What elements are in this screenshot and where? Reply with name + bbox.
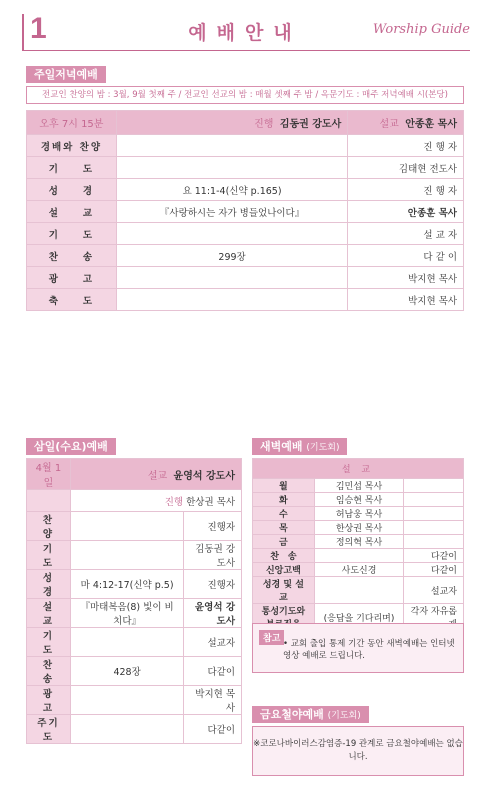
wednesday-leader-blank <box>27 490 71 512</box>
friday-section-label <box>252 706 369 723</box>
wednesday-row-content: 428장 <box>70 657 183 686</box>
sunday-preacher: 안종훈 목사 <box>405 119 457 130</box>
dawn-section-label <box>252 438 347 455</box>
wednesday-row-content <box>70 628 183 657</box>
sunday-row-person: 진 행 자 <box>348 179 464 201</box>
dawn-row-content <box>314 577 404 604</box>
sunday-row-label: 경배와 찬양 <box>27 135 117 157</box>
sunday-preacher-cell <box>348 111 464 135</box>
dawn-row <box>253 549 464 563</box>
sunday-row <box>27 201 464 223</box>
wednesday-preacher-cell <box>70 459 241 490</box>
wednesday-row-label: 광 고 <box>27 686 71 715</box>
page-title: 예배안내 <box>188 22 302 44</box>
sunday-header-row <box>27 111 464 135</box>
dawn-order-table <box>252 458 464 631</box>
sunday-row <box>27 289 464 311</box>
sunday-row-content <box>116 267 347 289</box>
dawn-day-blank <box>404 479 464 493</box>
wednesday-row-label: 주기도 <box>27 715 71 744</box>
wednesday-row-person: 다같이 <box>184 657 242 686</box>
wednesday-row-content <box>70 715 183 744</box>
dawn-row-label: 신앙고백 <box>253 563 315 577</box>
dawn-day: 화 <box>253 493 315 507</box>
wednesday-row-label: 성 경 <box>27 570 71 599</box>
dawn-row <box>253 563 464 577</box>
page-header <box>0 0 490 52</box>
wednesday-row-content: 『마태복음(8) 빛이 비치다』 <box>70 599 183 628</box>
sunday-row-person: 박지현 목사 <box>348 267 464 289</box>
sunday-row <box>27 179 464 201</box>
sunday-row-content: 299장 <box>116 245 347 267</box>
page-subtitle: Worship Guide <box>372 22 470 37</box>
dawn-preacher: 임승현 목사 <box>314 493 404 507</box>
sunday-row-label: 광 고 <box>27 267 117 289</box>
sunday-row-label: 기 도 <box>27 157 117 179</box>
wednesday-row <box>27 657 242 686</box>
sunday-row-person: 안종훈 목사 <box>348 201 464 223</box>
wednesday-row-person: 김동권 강도사 <box>184 541 242 570</box>
friday-notice: ※코로나바이러스감염증-19 관계로 금요철야예배는 없습니다. <box>252 726 464 776</box>
sunday-row-person: 김태현 전도사 <box>348 157 464 179</box>
dawn-row-person: 각자 자유롭 <box>404 604 464 631</box>
wednesday-row-person: 다같이 <box>184 715 242 744</box>
sunday-section-label: 주일저녁예배 <box>26 66 106 83</box>
wednesday-row <box>27 686 242 715</box>
sunday-row <box>27 245 464 267</box>
wednesday-leader-row <box>27 490 242 512</box>
wednesday-row <box>27 599 242 628</box>
wednesday-row-person: 박지현 목사 <box>184 686 242 715</box>
sunday-time: 오후 7시 15분 <box>27 111 117 135</box>
sunday-order-table <box>26 110 464 311</box>
wednesday-row-person: 진행자 <box>184 512 242 541</box>
sunday-row-content <box>116 289 347 311</box>
wednesday-row-content <box>70 686 183 715</box>
dawn-day-blank <box>404 535 464 549</box>
dawn-preacher: 김민섭 목사 <box>314 479 404 493</box>
wednesday-preacher-label: 설교 <box>147 470 168 482</box>
dawn-day: 금 <box>253 535 315 549</box>
dawn-day-blank <box>404 521 464 535</box>
wednesday-row <box>27 512 242 541</box>
notice-tag: 참고 <box>259 630 284 645</box>
sunday-row-content: 요 11:1-4(신약 p.165) <box>116 179 347 201</box>
dawn-row-content: 사도신경 <box>314 563 404 577</box>
dawn-row-label: 통성기도와 <box>253 604 315 631</box>
sunday-row-content <box>116 223 347 245</box>
sunday-row-label: 설 교 <box>27 201 117 223</box>
friday-section-title: 금요철야예배 <box>260 708 324 721</box>
dawn-day: 수 <box>253 507 315 521</box>
wednesday-row <box>27 715 242 744</box>
wednesday-order-table <box>26 458 242 744</box>
sunday-row <box>27 267 464 289</box>
sunday-row-label: 찬 송 <box>27 245 117 267</box>
wednesday-row-label: 찬 양 <box>27 512 71 541</box>
wednesday-row-person: 설교자 <box>184 628 242 657</box>
sunday-row <box>27 135 464 157</box>
wednesday-row-content: 마 4:12-17(신약 p.5) <box>70 570 183 599</box>
dawn-row-person: 다같이 <box>404 549 464 563</box>
sunday-row-content <box>116 135 347 157</box>
dawn-day-row <box>253 479 464 493</box>
wednesday-header-row <box>27 459 242 490</box>
sunday-row-person: 설 교 자 <box>348 223 464 245</box>
dawn-row-person: 다같이 <box>404 563 464 577</box>
wednesday-section-label: 삼일(수요)예배 <box>26 438 116 455</box>
dawn-row-content: (응답을 기다리며) <box>314 604 404 631</box>
dawn-row-person: 설교자 <box>404 577 464 604</box>
dawn-header-row <box>253 459 464 479</box>
dawn-day-row <box>253 521 464 535</box>
wednesday-row-label: 찬 송 <box>27 657 71 686</box>
sunday-leader: 김동권 강도사 <box>279 119 342 130</box>
wednesday-row <box>27 628 242 657</box>
dawn-day-blank <box>404 507 464 521</box>
dawn-row <box>253 577 464 604</box>
sunday-row <box>27 157 464 179</box>
dawn-day: 월 <box>253 479 315 493</box>
dawn-day-blank <box>404 493 464 507</box>
wednesday-row <box>27 570 242 599</box>
wednesday-row-label: 기 도 <box>27 541 71 570</box>
dawn-day-row <box>253 535 464 549</box>
dawn-preacher: 한상권 목사 <box>314 521 404 535</box>
sunday-row-content <box>116 157 347 179</box>
wednesday-row <box>27 541 242 570</box>
dawn-preach-header: 설 교 <box>253 459 464 479</box>
wednesday-row-label: 기 도 <box>27 628 71 657</box>
friday-section-sub: (기도회) <box>327 711 361 721</box>
wednesday-preacher: 윤영석 강도사 <box>173 470 235 482</box>
wednesday-date: 4월 1일 <box>27 459 71 490</box>
dawn-row-content <box>314 549 404 563</box>
sunday-note: 전교인 찬양의 밤 : 3월, 9월 첫째 주 / 전교인 선교의 밤 : 매월 셋째 주 밤 / 옥문기도 : 매주 저녁예배 시(본당) <box>26 86 464 104</box>
dawn-day-row <box>253 493 464 507</box>
wednesday-row-content <box>70 512 183 541</box>
wednesday-leader-cell <box>70 490 241 512</box>
sunday-row <box>27 223 464 245</box>
sunday-leader-label: 진행 <box>254 119 274 130</box>
page-number: 1 <box>30 12 47 45</box>
wednesday-row-person: 진행자 <box>184 570 242 599</box>
dawn-section-sub: (기도회) <box>306 443 340 453</box>
sunday-preacher-label: 설교 <box>379 119 399 130</box>
dawn-row-label: 찬 송 <box>253 549 315 563</box>
wednesday-row-content <box>70 541 183 570</box>
sunday-row-label: 축 도 <box>27 289 117 311</box>
dawn-notice <box>252 623 464 673</box>
dawn-section-title: 새벽예배 <box>260 440 303 453</box>
sunday-row-person: 다 같 이 <box>348 245 464 267</box>
sunday-leader-cell <box>116 111 347 135</box>
wednesday-row-label: 설 교 <box>27 599 71 628</box>
notice-text: • 교회 출입 통제 기간 동안 새벽예배는 인터넷 영상 예배로 드립니다. <box>283 639 455 661</box>
dawn-preacher: 허남웅 목사 <box>314 507 404 521</box>
dawn-row-label: 성경 및 설교 <box>253 577 315 604</box>
sunday-row-content: 『사랑하시는 자가 병들었나이다』 <box>116 201 347 223</box>
wednesday-leader-label: 진행 <box>164 496 184 508</box>
sunday-row-label: 성 경 <box>27 179 117 201</box>
wednesday-leader: 한상권 목사 <box>186 496 235 508</box>
sunday-row-person: 진 행 자 <box>348 135 464 157</box>
wednesday-row-person: 윤영석 강도사 <box>184 599 242 628</box>
dawn-day: 목 <box>253 521 315 535</box>
dawn-preacher: 정의혁 목사 <box>314 535 404 549</box>
header-rule <box>22 50 470 51</box>
sunday-row-person: 박지현 목사 <box>348 289 464 311</box>
sunday-row-label: 기 도 <box>27 223 117 245</box>
dawn-day-row <box>253 507 464 521</box>
